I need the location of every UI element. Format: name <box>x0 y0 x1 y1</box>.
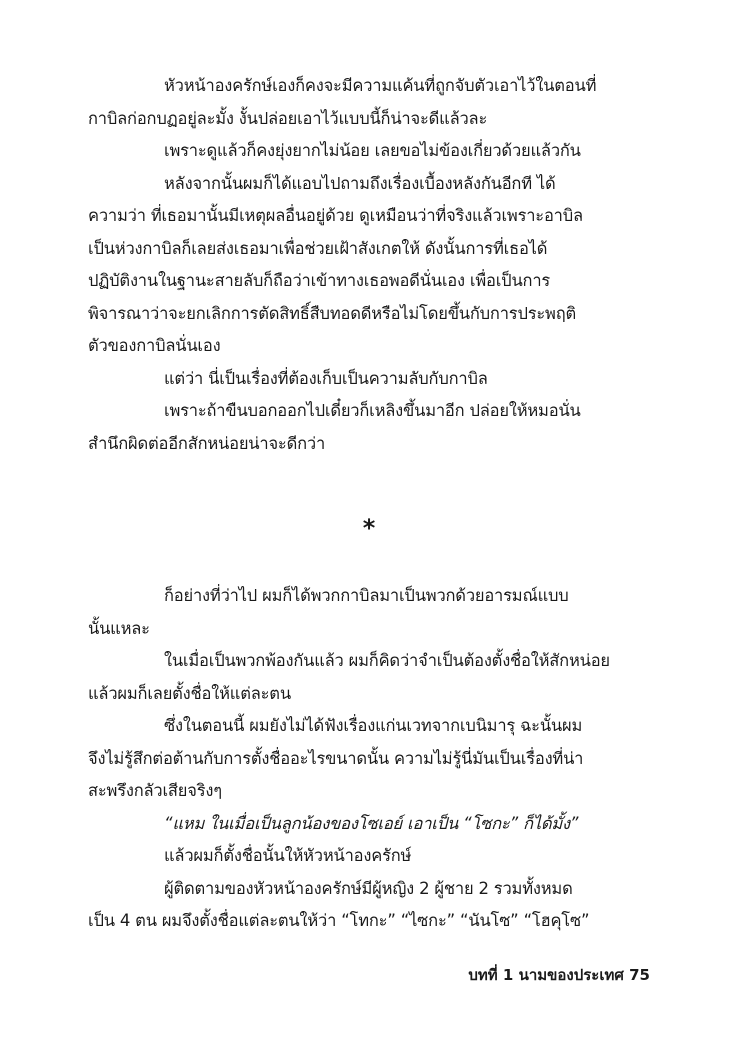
text-line: หลังจากนั้นผมก็ได้แอบไปถามถึงเรื่องเบื้องหลังกันอีกที ได้ <box>164 173 556 193</box>
section-separator: * <box>362 514 376 542</box>
text-line: สำนึกผิดต่ออีกสักหน่อยน่าจะดีกว่า <box>88 433 326 453</box>
text-line: “แหม ในเมื่อเป็นลูกน้องของโซเอย์ เอาเป็น “โซกะ” ก็ได้มั้ง” <box>164 813 579 833</box>
text-line: กาบิลก่อกบฏอยู่ละมั้ง งั้นปล่อยเอาไว้แบบนี้ก็น่าจะดีแล้วละ <box>88 108 488 128</box>
text-line: ตัวของกาบิลนั่นเอง <box>88 336 221 355</box>
text-line: ซึ่งในตอนนี้ ผมยังไม่ได้ฟังเรื่องแก่นเวทจากเบนิมารุ ฉะนั้นผม <box>164 716 583 735</box>
text-line: เป็น 4 ตน ผมจึงตั้งชื่อแต่ละตนให้ว่า “โทกะ” “ไซกะ” “นันโซ” “โฮคุโซ” <box>88 911 590 930</box>
text-line: นั้นแหละ <box>88 618 150 638</box>
text-line: เพราะดูแล้วก็คงยุ่งยากไม่น้อย เลยขอไม่ข้องเกี่ยวด้วยแล้วกัน <box>164 141 581 160</box>
text-line: ผู้ติดตามของหัวหน้าองครักษ์มีผู้หญิง 2 ผู้ชาย 2 รวมทั้งหมด <box>164 878 573 898</box>
text-line: ในเมื่อเป็นพวกพ้องกันแล้ว ผมก็คิดว่าจำเป็นต้องตั้งชื่อให้สักหน่อย <box>164 651 610 670</box>
text-line: แล้วผมก็ตั้งชื่อนั้นให้หัวหน้าองครักษ์ <box>164 846 412 865</box>
text-line: พิจารณาว่าจะยกเลิกการตัดสิทธิ์สืบทอดดีหรือไม่โดยขึ้นกับการประพฤติ <box>88 303 577 323</box>
text-line: แล้วผมก็เลยตั้งชื่อให้แต่ละตน <box>88 683 291 703</box>
text-line: เพราะถ้าขืนบอกออกไปเดี๋ยวก็เหลิงขึ้นมาอีก ปล่อยให้หมอนั่น <box>164 401 581 420</box>
text-line: แต่ว่า นี่เป็นเรื่องที่ต้องเก็บเป็นความลับกับกาบิล <box>164 368 488 388</box>
text-line: ปฏิบัติงานในฐานะสายลับก็ถือว่าเข้าทางเธอพอดีนั่นเอง เพื่อเป็นการ <box>88 271 551 290</box>
text-line: หัวหน้าองครักษ์เองก็คงจะมีความแค้นที่ถูกจับตัวเอาไว้ในตอนที่ <box>164 76 597 95</box>
text-line: ก็อย่างที่ว่าไป ผมก็ได้พวกกาบิลมาเป็นพวกด้วยอารมณ์แบบ <box>164 586 569 605</box>
text-line: สะพรึงกลัวเสียจริงๆ <box>88 781 222 800</box>
page-footer: บทที่ 1 นามของประเทศ 75 <box>468 966 650 984</box>
text-line: เป็นห่วงกาบิลก็เลยส่งเธอมาเพื่อช่วยเฝ้าสังเกตให้ ดังนั้นการที่เธอได้ <box>88 238 548 258</box>
text-line: จึงไม่รู้สึกต่อต้านกับการตั้งชื่ออะไรขนาดนั้น ความไม่รู้นี่มันเป็นเรื่องที่น่า <box>88 748 584 768</box>
text-line: ความว่า ที่เธอมานั้นมีเหตุผลอื่นอยู่ด้วย ดูเหมือนว่าที่จริงแล้วเพราะอาบิล <box>88 206 583 225</box>
